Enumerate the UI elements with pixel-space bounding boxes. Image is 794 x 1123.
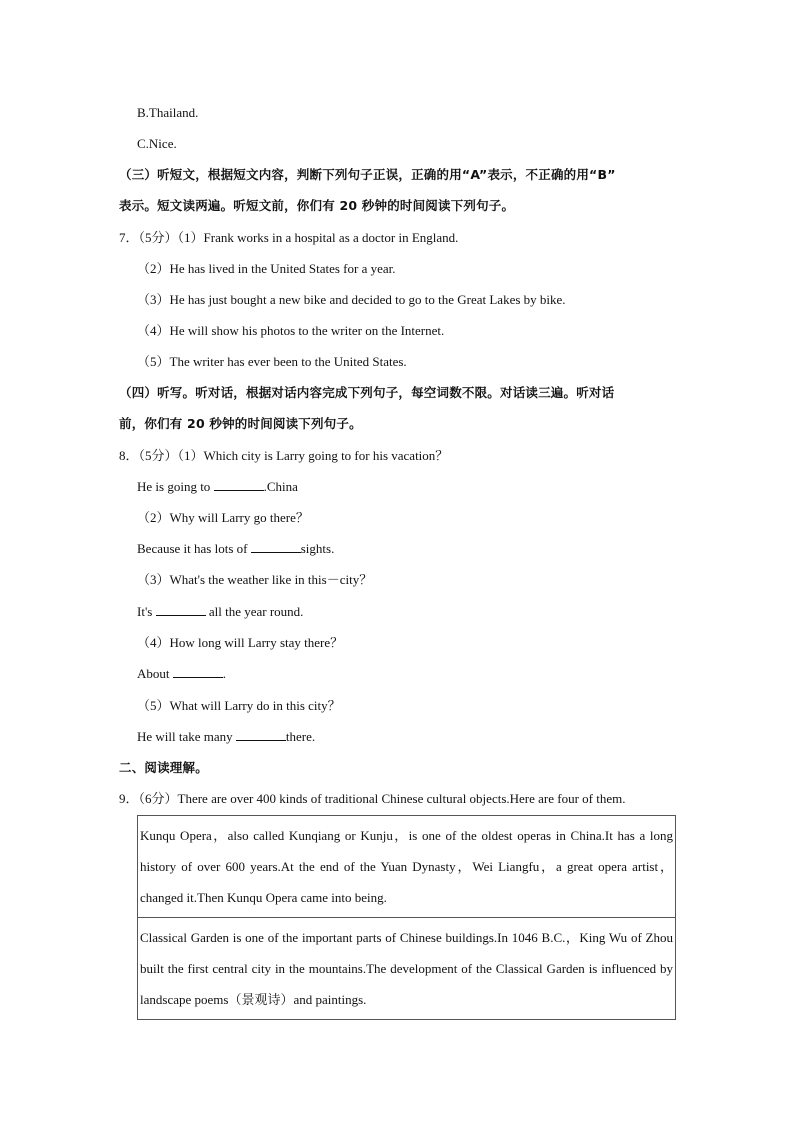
question-9-line1 (119, 790, 626, 808)
answer-blank-4[interactable] (173, 665, 223, 678)
section3-instructions-line2: 表示。短文读两遍。听短文前，你们有 20 秒钟的时间阅读下列句子。 (119, 198, 515, 213)
question-7-item-4: （4）He will show his photos to the writer on the Internet. (137, 323, 445, 338)
question-8-answer-1 (137, 478, 298, 496)
question-7-item-1: （1）Frank works in a hospital as a doctor in England. (177, 230, 459, 245)
question-8-number: 8．（5分） (119, 448, 178, 463)
question-7-number: 7．（5分） (119, 230, 178, 245)
question-8-answer-4 (137, 665, 226, 683)
answer-suffix: there. (285, 729, 316, 744)
answer-prefix: He is going to (137, 479, 214, 494)
question-8-q3: （3）What's the weather like in this－city？ (137, 572, 373, 587)
question-8-q2: （2）Why will Larry go there？ (137, 510, 309, 525)
section4-instructions-line2: 前，你们有 20 秒钟的时间阅读下列句子。 (119, 416, 362, 431)
question-8-q1: （1）Which city is Larry going to for his vacation？ (177, 448, 449, 463)
answer-prefix: He will take many (137, 729, 236, 744)
answer-suffix: .China (263, 479, 298, 494)
question-8-answer-5 (137, 728, 315, 746)
question-7-item-3: （3）He has just bought a new bike and decided to go to the Great Lakes by bike. (137, 292, 566, 307)
question-7-item-2: （2）He has lived in the United States for a year. (137, 261, 396, 276)
passage-classical-garden: Classical Garden is one of the important parts of Chinese buildings.In 1046 B.C.，King Wu of Zhou built the first central city in the mountains.The development of the Classical Garden is influenced by landscape poems（景观诗）and paintings. (138, 917, 675, 1019)
part2-heading: 二、阅读理解。 (119, 760, 208, 775)
option-b: B.Thailand. (137, 105, 199, 120)
answer-blank-1[interactable] (214, 478, 264, 491)
passage-kunqu-opera: Kunqu Opera，also called Kunqiang or Kunju，is one of the oldest operas in China.It has a long history of over 600 years.At the end of the Yuan Dynasty，Wei Liangfu，a great opera artist，changed it.Then Kunqu Opera came into being. (140, 828, 673, 905)
question-7-line1 (119, 229, 458, 247)
answer-blank-2[interactable] (251, 540, 301, 553)
section4-instructions-line1: （四）听写。听对话，根据对话内容完成下列句子，每空词数不限。对话读三遍。听对话 (119, 385, 615, 400)
question-8-q5: （5）What will Larry do in this city？ (137, 698, 341, 713)
answer-prefix: About (137, 666, 173, 681)
question-8-q4: （4）How long will Larry stay there？ (137, 635, 344, 650)
reading-passage-table (137, 815, 676, 1020)
answer-prefix: It's (137, 604, 156, 619)
question-7-item-5: （5）The writer has ever been to the United States. (137, 354, 407, 369)
section3-instructions-line1: （三）听短文，根据短文内容，判断下列句子正误，正确的用“A”表示，不正确的用“B” (119, 167, 616, 182)
answer-suffix: all the year round. (205, 604, 304, 619)
answer-suffix: . (222, 666, 226, 681)
answer-suffix: sights. (300, 541, 335, 556)
question-9-intro: There are over 400 kinds of traditional Chinese cultural objects.Here are four of them. (177, 791, 626, 806)
question-8-line1 (119, 447, 448, 465)
question-8-answer-2 (137, 540, 334, 558)
question-9-number: 9．（6分） (119, 791, 178, 806)
question-8-answer-3 (137, 603, 303, 621)
answer-blank-3[interactable] (156, 603, 206, 616)
answer-blank-5[interactable] (236, 728, 286, 741)
option-c: C.Nice. (137, 136, 177, 151)
answer-prefix: Because it has lots of (137, 541, 251, 556)
